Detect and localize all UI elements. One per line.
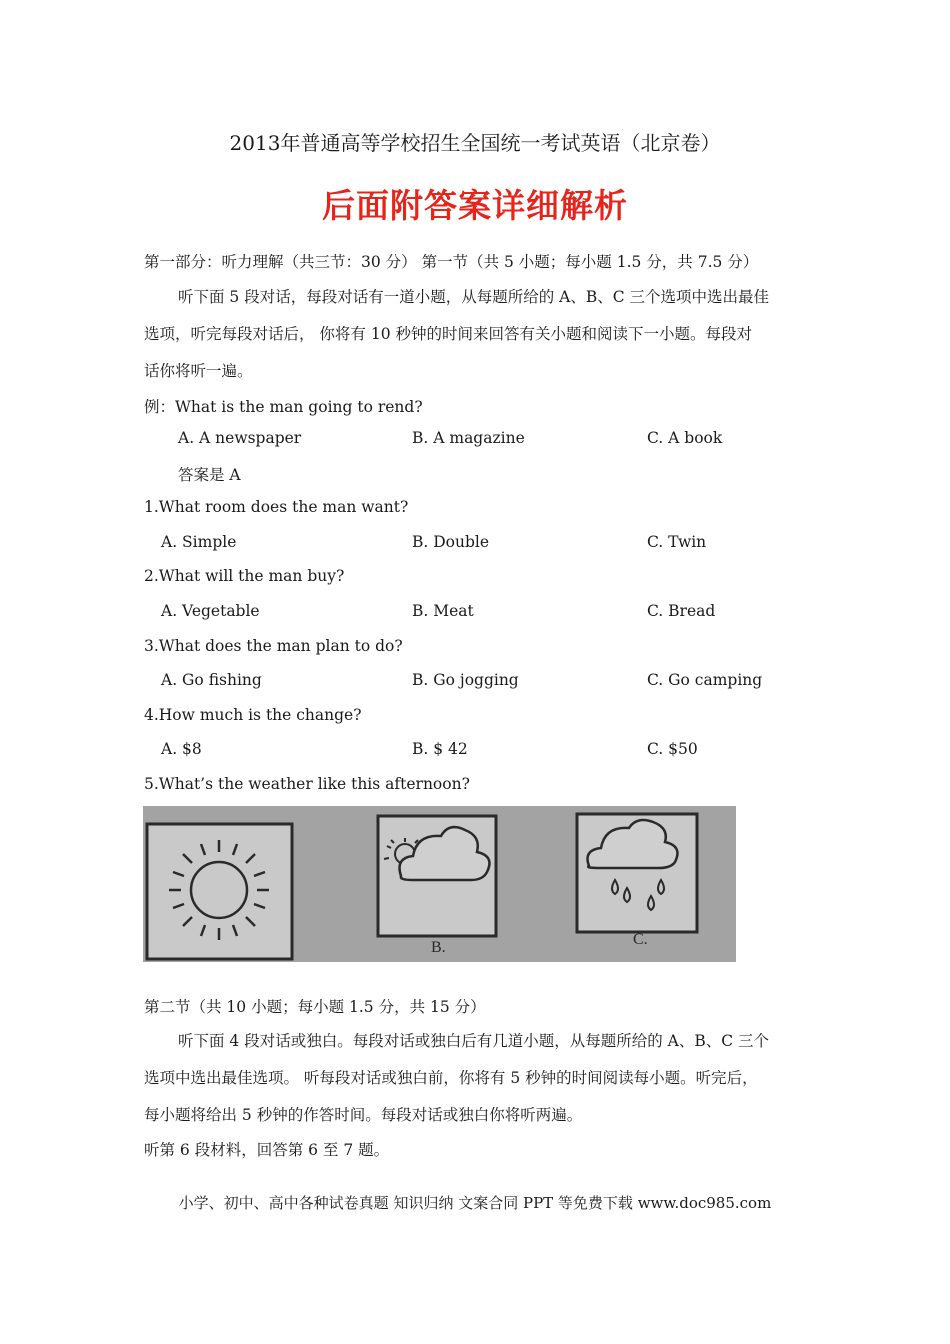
question-4-option-b: B. $ 42 bbox=[412, 740, 468, 758]
weather-options-image bbox=[143, 806, 736, 962]
part2-instruction-line: 选项中选出最佳选项。 听每段对话或独白前，你将有 5 秒钟的时间阅读每小题。听完后， bbox=[144, 1069, 758, 1087]
question-1-option-a: A. Simple bbox=[161, 533, 237, 551]
question-5: 5.What’s the weather like this afternoon? bbox=[144, 775, 470, 793]
partly-cloudy-icon bbox=[378, 816, 496, 936]
question-3-option-a: A. Go fishing bbox=[161, 671, 262, 689]
question-2-option-b: B. Meat bbox=[412, 602, 474, 620]
picture-label-c: C. bbox=[633, 931, 648, 948]
example-option-a: A. A newspaper bbox=[178, 429, 302, 447]
page-footer: 小学、初中、高中各种试卷真题 知识归纳 文案合同 PPT 等免费下载 www.doc985.com bbox=[178, 1194, 772, 1212]
question-3-option-c: C. Go camping bbox=[647, 671, 763, 689]
question-1: 1.What room does the man want? bbox=[144, 498, 409, 516]
part2-material: 听第 6 段材料，回答第 6 至 7 题。 bbox=[144, 1141, 390, 1159]
question-4-option-a: A. $8 bbox=[161, 740, 202, 758]
part1-instruction-line: 选项，听完每段对话后， 你将有 10 秒钟的时间来回答有关小题和阅读下一小题。每段对 bbox=[144, 325, 753, 343]
part1-instruction-line: 话你将听一遍。 bbox=[144, 362, 253, 380]
question-4: 4.How much is the change? bbox=[144, 706, 362, 724]
question-1-option-c: C. Twin bbox=[647, 533, 707, 551]
example-option-c: C. A book bbox=[647, 429, 723, 447]
question-3-option-b: B. Go jogging bbox=[412, 671, 519, 689]
rain-icon bbox=[577, 814, 697, 932]
question-3: 3.What does the man plan to do? bbox=[144, 637, 403, 655]
picture-label-b: B. bbox=[431, 939, 446, 956]
document-subtitle: 后面附答案详细解析 bbox=[322, 186, 628, 225]
sun-icon bbox=[147, 824, 292, 959]
part1-header: 第一部分：听力理解（共三节：30 分） 第一节（共 5 小题；每小题 1.5 分，共 7.5 分） bbox=[144, 253, 759, 271]
question-2: 2.What will the man buy? bbox=[144, 567, 345, 585]
part2-instruction-line: 听下面 4 段对话或独白。每段对话或独白后有几道小题，从每题所给的 A、B、C 三个 bbox=[178, 1032, 770, 1050]
part2-header: 第二节（共 10 小题；每小题 1.5 分，共 15 分） bbox=[144, 998, 486, 1016]
question-2-option-a: A. Vegetable bbox=[161, 602, 260, 620]
question-4-option-c: C. $50 bbox=[647, 740, 698, 758]
example-answer: 答案是 A bbox=[178, 466, 241, 484]
question-2-option-c: C. Bread bbox=[647, 602, 716, 620]
document-title: 2013年普通高等学校招生全国统一考试英语（北京卷） bbox=[229, 131, 721, 155]
part1-instruction-line: 听下面 5 段对话，每段对话有一道小题，从每题所给的 A、B、C 三个选项中选出最佳 bbox=[178, 288, 770, 306]
example-option-b: B. A magazine bbox=[412, 429, 525, 447]
example-question: 例：What is the man going to rend? bbox=[144, 398, 423, 416]
question-1-option-b: B. Double bbox=[412, 533, 490, 551]
part2-instruction-line: 每小题将给出 5 秒钟的作答时间。每段对话或独白你将听两遍。 bbox=[144, 1106, 583, 1124]
